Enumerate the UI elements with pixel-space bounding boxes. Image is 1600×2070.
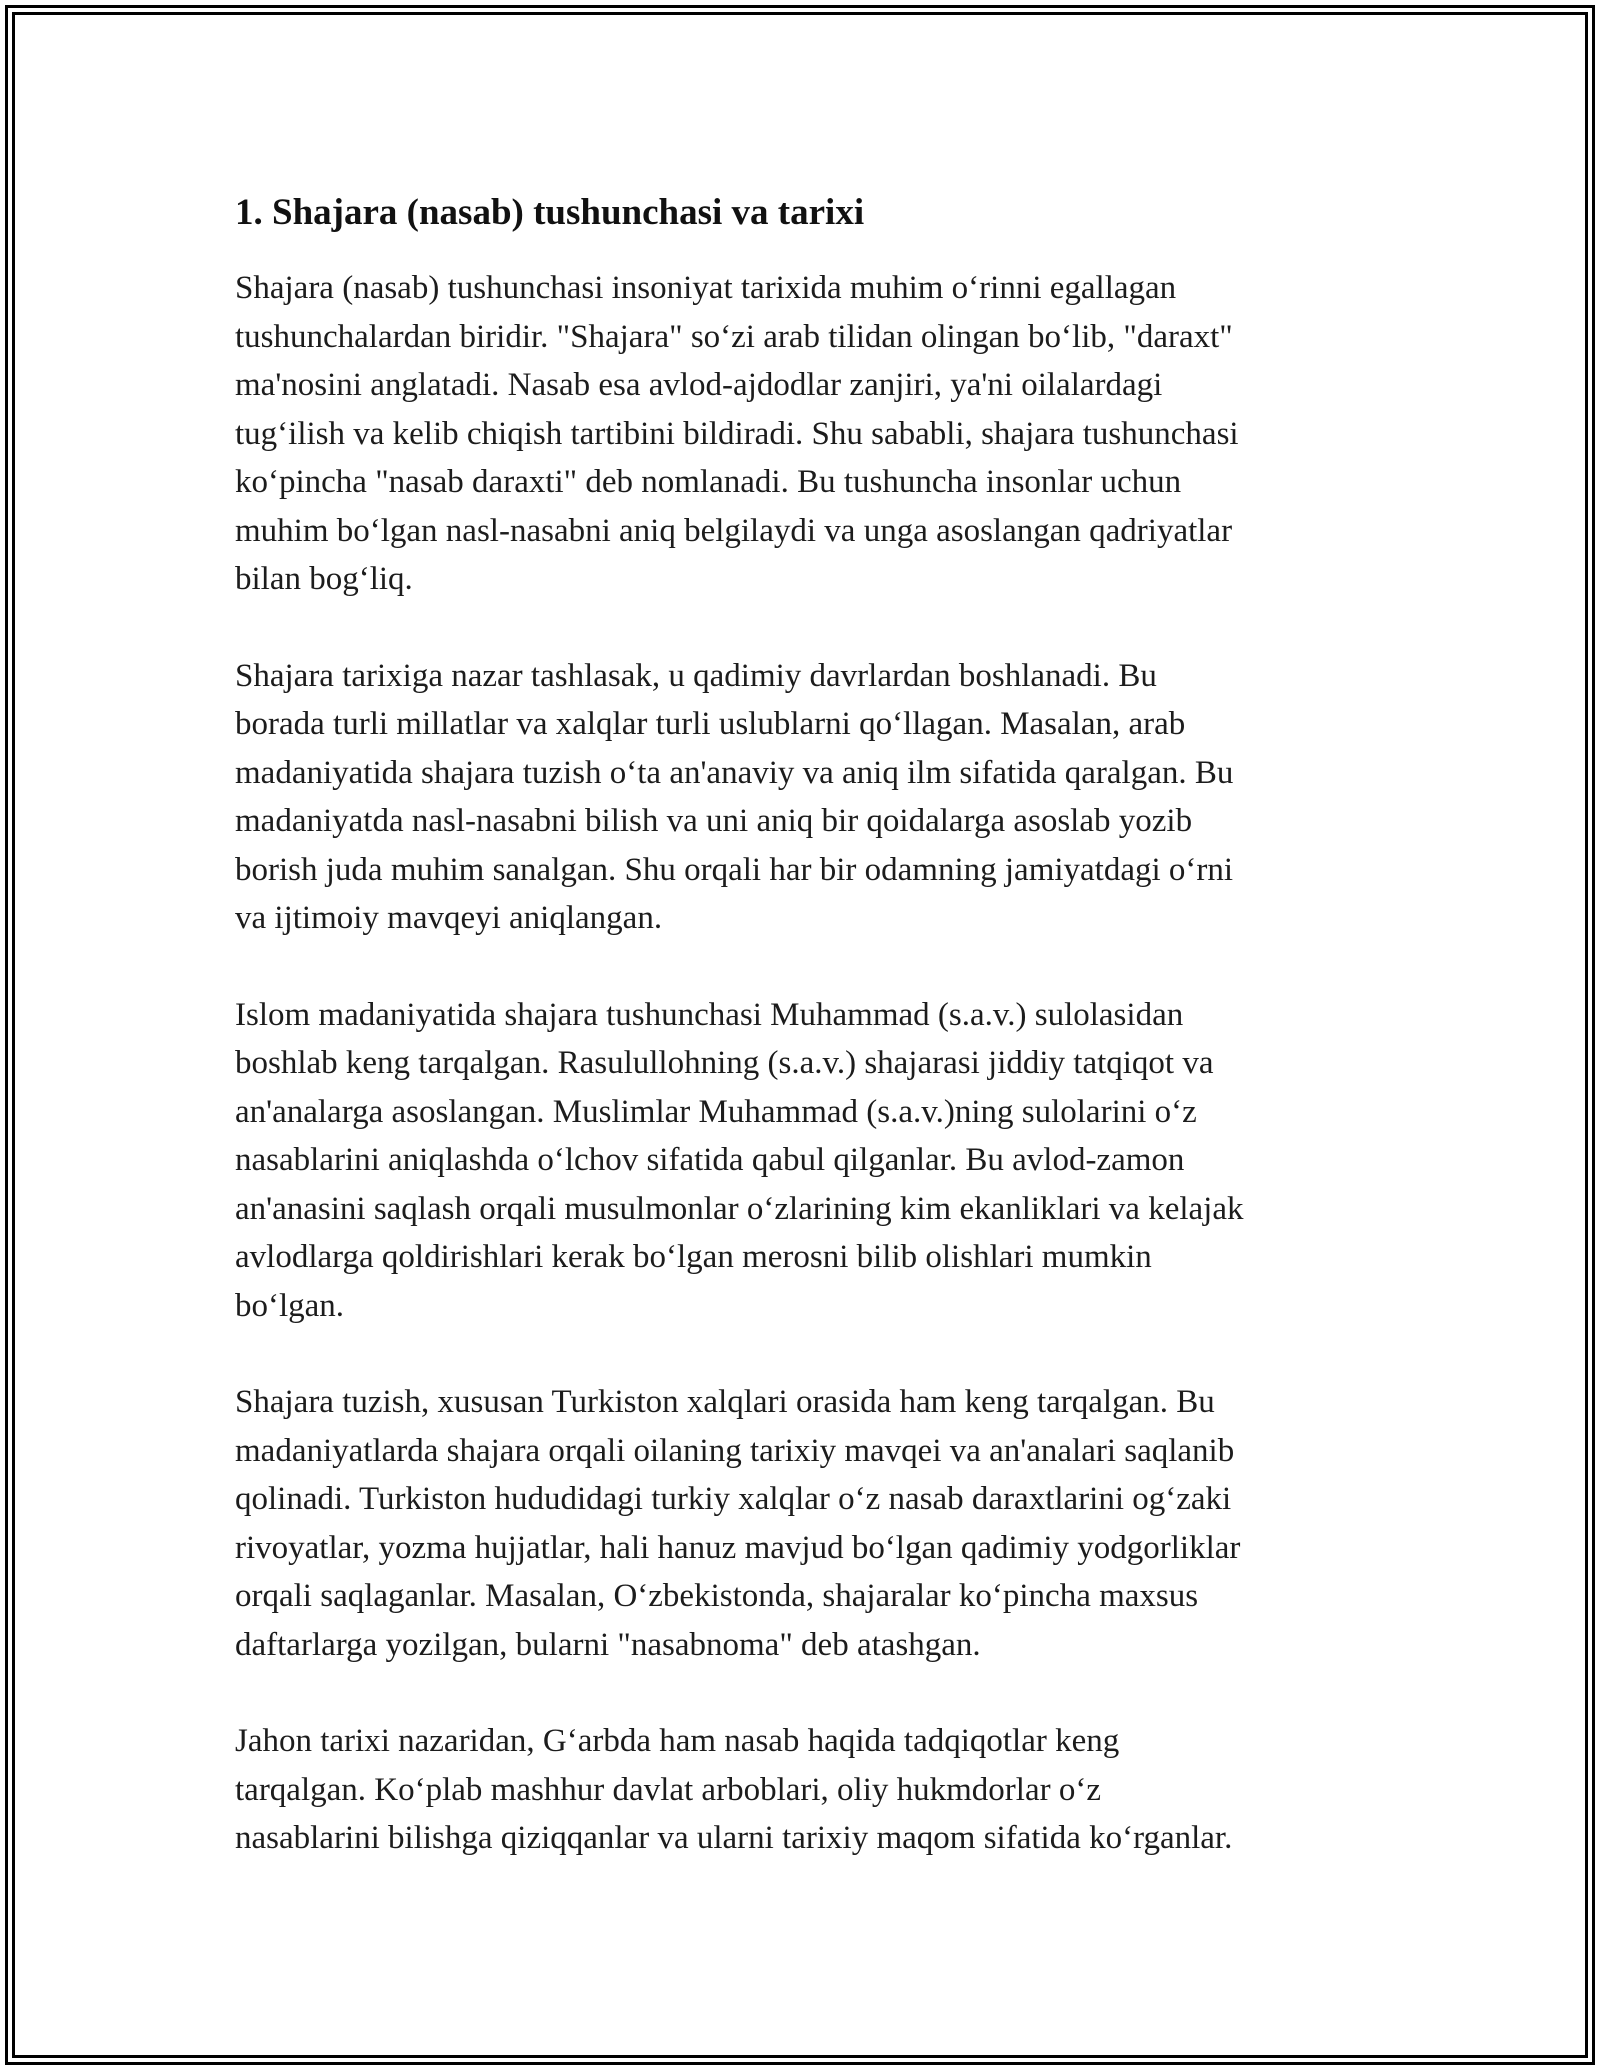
paragraph-line: bo‘lgan. <box>235 1287 345 1324</box>
paragraph-line: Shajara (nasab) tushunchasi insoniyat tarixida muhim o‘rinni egallagan <box>235 270 1177 306</box>
paragraph-line: borada turli millatlar va xalqlar turli uslublarni qo‘llagan. Masalan, arab <box>235 706 1186 742</box>
paragraphs-container <box>235 264 1385 1863</box>
paragraph-line: rivoyatlar, yozma hujjatlar, hali hanuz mavjud bo‘lgan qadimiy yodgorliklar <box>235 1529 1241 1566</box>
paragraph <box>235 991 1385 1331</box>
paragraph-line: nasablarini bilishga qiziqqanlar va ularni tarixiy maqom sifatida ko‘rganlar. <box>235 1820 1233 1856</box>
paragraph <box>235 652 1385 943</box>
paragraph-line: madaniyatlarda shajara orqali oilaning tarixiy mavqei va an'analari saqlanib <box>235 1432 1235 1469</box>
paragraph-line: Shajara tarixiga nazar tashlasak, u qadimiy davrlardan boshlanadi. Bu <box>235 657 1157 694</box>
paragraph-line: tarqalgan. Ko‘plab mashhur davlat arboblari, oliy hukmdorlar o‘z <box>235 1771 1101 1808</box>
paragraph-line: daftarlarga yozilgan, bularni "nasabnoma" deb atashgan. <box>235 1626 981 1663</box>
paragraph <box>235 264 1385 604</box>
paragraph-line: borish juda muhim sanalgan. Shu orqali har bir odamning jamiyatdagi o‘rni <box>235 851 1234 888</box>
paragraph-line: muhim bo‘lgan nasl-nasabni aniq belgilaydi va unga asoslangan qadriyatlar <box>235 512 1233 549</box>
paragraph-line: madaniyatda nasl-nasabni bilish va uni aniq bir qoidalarga asoslab yozib <box>235 803 1193 839</box>
paragraph-line: ma'nosini anglatadi. Nasab esa avlod-ajdodlar zanjiri, ya'ni oilalardagi <box>235 367 1163 403</box>
paragraph-line: avlodlarga qoldirishlari kerak bo‘lgan merosni bilib olishlari mumkin <box>235 1239 1152 1275</box>
document-body <box>235 186 1385 1911</box>
paragraph-line: tug‘ilish va kelib chiqish tartibini bildiradi. Shu sababli, shajara tushunchasi <box>235 415 1239 452</box>
paragraph-line: bilan bog‘liq. <box>235 561 413 597</box>
paragraph-line: nasablarini aniqlashda o‘lchov sifatida qabul qilganlar. Bu avlod-zamon <box>235 1142 1185 1178</box>
section-heading: 1. Shajara (nasab) tushunchasi va tarixi <box>235 192 865 233</box>
paragraph-line: tushunchalardan biridir. "Shajara" so‘zi arab tilidan olingan bo‘lib, "daraxt" <box>235 318 1233 355</box>
paragraph-line: boshlab keng tarqalgan. Rasulullohning (s.a.v.) shajarasi jiddiy tatqiqot va <box>235 1045 1214 1081</box>
paragraph-line: Shajara tuzish, xususan Turkiston xalqlari orasida ham keng tarqalgan. Bu <box>235 1384 1215 1420</box>
paragraph-line: madaniyatida shajara tuzish o‘ta an'anaviy va aniq ilm sifatida qaralgan. Bu <box>235 754 1234 791</box>
paragraph-line: qolinadi. Turkiston hududidagi turkiy xalqlar o‘z nasab daraxtlarini og‘zaki <box>235 1481 1232 1517</box>
paragraph-line: an'anasini saqlash orqali musulmonlar o‘zlarining kim ekanliklari va kelajak <box>235 1190 1244 1227</box>
paragraph <box>235 1378 1385 1669</box>
paragraph <box>235 1717 1385 1863</box>
paragraph-line: ko‘pincha "nasab daraxti" deb nomlanadi. Bu tushuncha insonlar uchun <box>235 464 1182 500</box>
paragraph-line: Jahon tarixi nazaridan, G‘arbda ham nasab haqida tadqiqotlar keng <box>235 1723 1120 1759</box>
paragraph-line: orqali saqlaganlar. Masalan, O‘zbekistonda, shajaralar ko‘pincha maxsus <box>235 1578 1199 1614</box>
paragraph-line: va ijtimoiy mavqeyi aniqlangan. <box>235 900 663 936</box>
paragraph-line: an'analarga asoslangan. Muslimlar Muhammad (s.a.v.)ning sulolarini o‘z <box>235 1093 1197 1130</box>
paragraph-line: Islom madaniyatida shajara tushunchasi Muhammad (s.a.v.) sulolasidan <box>235 996 1184 1033</box>
